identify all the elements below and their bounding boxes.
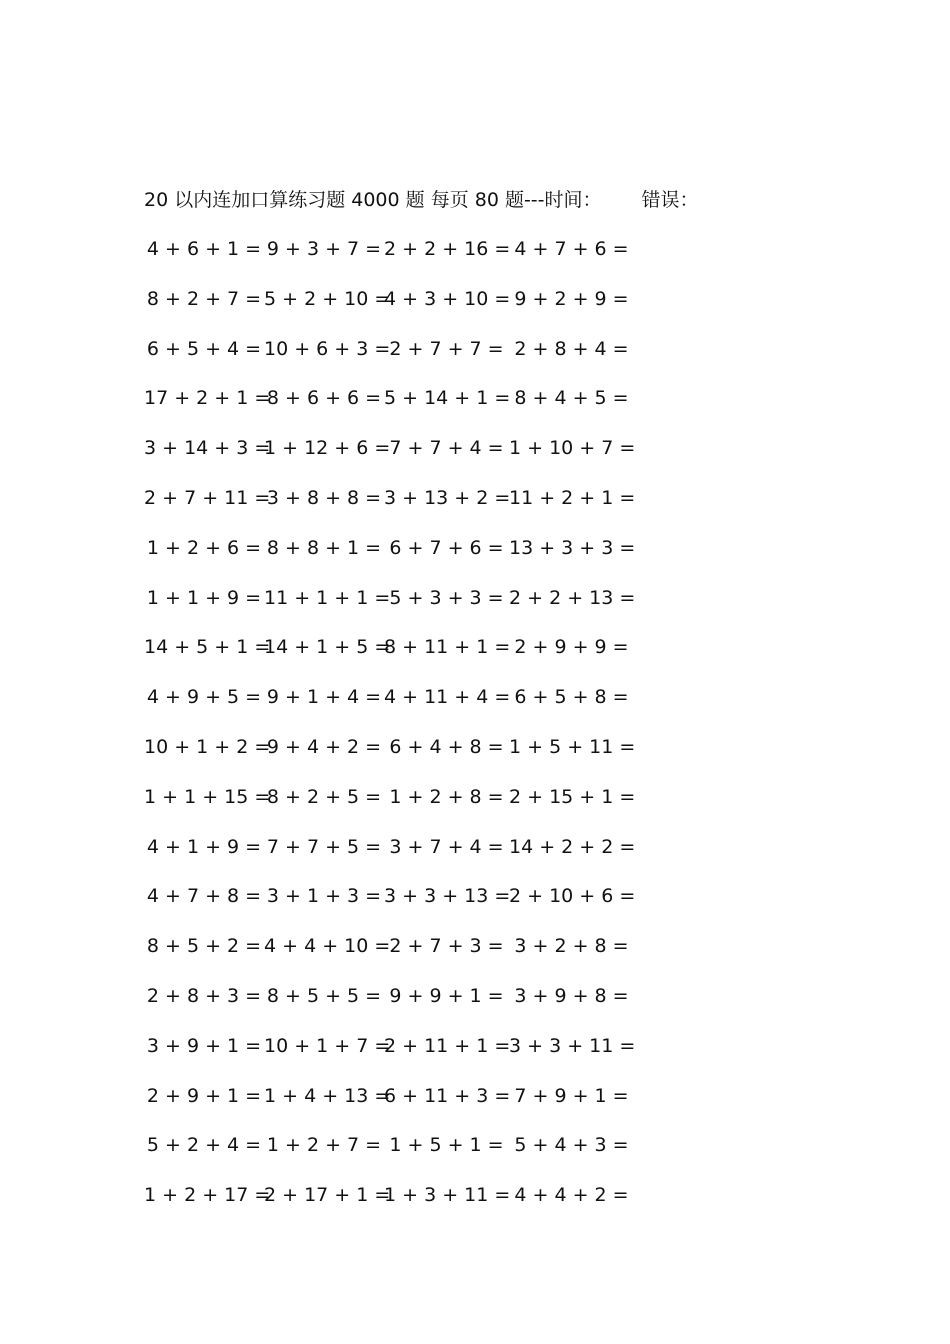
problem-item: 5 + 2 + 4 =	[146, 1134, 262, 1157]
problem-item: 8 + 8 + 1 =	[266, 536, 382, 559]
problem-item: 3 + 14 + 3 =	[144, 437, 271, 460]
problem-row	[144, 584, 634, 634]
problem-item: 8 + 11 + 1 =	[384, 636, 511, 659]
problem-item: 17 + 2 + 1 =	[144, 387, 271, 410]
problem-item: 8 + 5 + 5 =	[266, 984, 382, 1007]
problem-item: 8 + 6 + 6 =	[266, 387, 382, 410]
problem-row	[144, 1082, 634, 1132]
problem-item: 5 + 3 + 3 =	[389, 586, 504, 609]
worksheet-header	[144, 186, 699, 214]
problem-item: 4 + 1 + 9 =	[146, 835, 262, 858]
problem-item: 3 + 1 + 3 =	[266, 885, 382, 908]
problem-item: 3 + 2 + 8 =	[514, 935, 629, 958]
problem-item: 2 + 15 + 1 =	[509, 785, 636, 808]
problem-item: 2 + 8 + 4 =	[514, 337, 629, 360]
problem-item: 6 + 7 + 6 =	[389, 536, 504, 559]
problem-item: 3 + 13 + 2 =	[384, 486, 511, 509]
problem-item: 8 + 2 + 7 =	[146, 287, 262, 310]
problem-item: 2 + 7 + 3 =	[389, 935, 504, 958]
problem-item: 2 + 9 + 9 =	[514, 636, 629, 659]
problem-row	[144, 982, 634, 1032]
problem-item: 2 + 7 + 7 =	[389, 337, 504, 360]
problem-item: 11 + 2 + 1 =	[509, 486, 636, 509]
problem-item: 14 + 2 + 2 =	[509, 835, 636, 858]
problem-item: 5 + 14 + 1 =	[384, 387, 511, 410]
problem-row	[144, 434, 634, 484]
problem-item: 4 + 4 + 10 =	[264, 935, 391, 958]
problem-row	[144, 882, 634, 932]
problem-row	[144, 633, 634, 683]
problem-item: 2 + 9 + 1 =	[146, 1084, 262, 1107]
problem-item: 14 + 5 + 1 =	[144, 636, 271, 659]
problem-item: 4 + 7 + 6 =	[514, 238, 629, 260]
problem-item: 4 + 7 + 8 =	[146, 885, 262, 908]
problem-item: 11 + 1 + 1 =	[264, 586, 391, 609]
problem-item: 3 + 7 + 4 =	[389, 835, 504, 858]
problem-row	[144, 783, 634, 833]
problem-item: 7 + 7 + 5 =	[266, 835, 382, 858]
problem-item: 9 + 3 + 7 =	[266, 238, 382, 260]
problem-item: 4 + 3 + 10 =	[384, 287, 511, 310]
problem-item: 8 + 5 + 2 =	[146, 935, 262, 958]
problem-item: 8 + 2 + 5 =	[266, 785, 382, 808]
problem-item: 1 + 2 + 6 =	[146, 536, 262, 559]
problem-item: 10 + 6 + 3 =	[264, 337, 391, 360]
problem-row	[144, 384, 634, 434]
problem-item: 6 + 4 + 8 =	[389, 735, 504, 758]
problem-item: 9 + 1 + 4 =	[266, 686, 382, 709]
problem-item: 1 + 3 + 11 =	[384, 1184, 511, 1207]
problem-item: 4 + 9 + 5 =	[146, 686, 262, 709]
problem-item: 4 + 11 + 4 =	[384, 686, 511, 709]
problem-item: 1 + 12 + 6 =	[264, 437, 391, 460]
problem-item: 2 + 8 + 3 =	[146, 984, 262, 1007]
problem-row	[144, 1181, 634, 1231]
problem-row	[144, 683, 634, 733]
errors-label: 错误：	[641, 189, 699, 211]
problem-item: 4 + 6 + 1 =	[146, 238, 262, 260]
problem-row	[144, 1131, 634, 1181]
problem-item: 9 + 9 + 1 =	[389, 984, 504, 1007]
problem-row	[144, 932, 634, 982]
problem-item: 4 + 4 + 2 =	[514, 1184, 629, 1207]
problem-item: 1 + 2 + 7 =	[266, 1134, 382, 1157]
problem-row	[144, 1032, 634, 1082]
problem-item: 10 + 1 + 7 =	[264, 1034, 391, 1057]
problem-item: 1 + 5 + 11 =	[509, 735, 636, 758]
problem-item: 2 + 17 + 1 =	[264, 1184, 391, 1207]
problem-item: 1 + 1 + 9 =	[146, 586, 262, 609]
problem-row	[144, 484, 634, 534]
problem-item: 3 + 9 + 1 =	[146, 1034, 262, 1057]
problem-item: 2 + 11 + 1 =	[384, 1034, 511, 1057]
problem-item: 13 + 3 + 3 =	[509, 536, 636, 559]
problem-item: 1 + 10 + 7 =	[509, 437, 636, 460]
problem-item: 7 + 9 + 1 =	[514, 1084, 629, 1107]
problem-item: 9 + 4 + 2 =	[266, 735, 382, 758]
problem-item: 1 + 2 + 8 =	[389, 785, 504, 808]
problem-item: 1 + 1 + 15 =	[144, 785, 271, 808]
problem-row	[144, 285, 634, 335]
problem-row	[144, 833, 634, 883]
problem-item: 2 + 7 + 11 =	[144, 486, 271, 509]
problem-item: 2 + 2 + 13 =	[509, 586, 636, 609]
problem-row	[144, 335, 634, 385]
problem-item: 3 + 3 + 13 =	[384, 885, 511, 908]
problem-item: 14 + 1 + 5 =	[264, 636, 391, 659]
problem-item: 3 + 3 + 11 =	[509, 1034, 636, 1057]
problem-item: 1 + 4 + 13 =	[264, 1084, 391, 1107]
problem-item: 2 + 10 + 6 =	[509, 885, 636, 908]
problem-item: 1 + 2 + 17 =	[144, 1184, 271, 1207]
problem-item: 9 + 2 + 9 =	[514, 287, 629, 310]
problem-item: 7 + 7 + 4 =	[389, 437, 504, 460]
problem-item: 10 + 1 + 2 =	[144, 735, 271, 758]
worksheet-title: 20 以内连加口算练习题 4000 题 每页 80 题---时间：	[144, 189, 602, 211]
problem-item: 1 + 5 + 1 =	[389, 1134, 504, 1157]
problem-item: 6 + 5 + 8 =	[514, 686, 629, 709]
problem-item: 6 + 11 + 3 =	[384, 1084, 511, 1107]
problem-item: 8 + 4 + 5 =	[514, 387, 629, 410]
problem-row	[144, 235, 634, 285]
problem-item: 2 + 2 + 16 =	[384, 238, 511, 260]
problem-grid	[144, 235, 634, 1231]
problem-row	[144, 534, 634, 584]
problem-item: 5 + 2 + 10 =	[264, 287, 391, 310]
problem-item: 3 + 8 + 8 =	[266, 486, 382, 509]
problem-row	[144, 733, 634, 783]
problem-item: 6 + 5 + 4 =	[146, 337, 262, 360]
problem-item: 3 + 9 + 8 =	[514, 984, 629, 1007]
problem-item: 5 + 4 + 3 =	[514, 1134, 629, 1157]
